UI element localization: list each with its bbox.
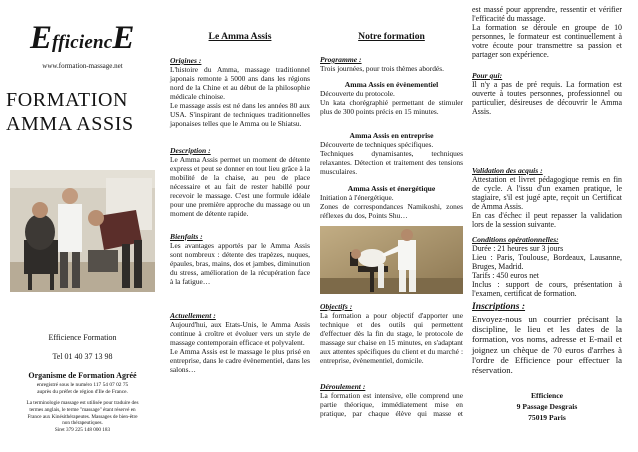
section-text-actuellement	[170, 320, 310, 374]
theme-title: Amma Assis en entreprise	[349, 131, 434, 140]
theme-text	[320, 193, 463, 220]
paragraph: L'histoire du Amma, massage traditionnel japonais remonte à 5000 ans dans les régions nord de la Chine et au début de la philosophie médicale chinoise.	[170, 65, 310, 101]
cover-title-line2: AMMA ASSIS	[6, 113, 134, 135]
section-label-inscriptions: Inscriptions :	[472, 301, 526, 312]
paragraph: Les avantages apportés par le Amma Assis sont nombreux : détente des trapèzes, nuques, épaules, bras, mains, dos et jambes, diminution du stress, amélioration de la récupération face à la fatigue…	[170, 241, 310, 286]
paragraph: Un kata chorégraphié permettant de stimuler plus de 300 points précis en 15 minutes.	[320, 98, 463, 116]
paragraph: Attestation et livret pédagogique remis en fin de cycle. A l'issu d'un examen pratique, le stagiaire, s'il est jugé apte, reçoit un Certificat de Amma Assis.	[472, 175, 622, 211]
theme-text	[320, 140, 463, 176]
section-label-programme: Programme :	[320, 55, 362, 64]
logo-letter-last: E	[112, 20, 135, 56]
paragraph: Techniques dynamisantes, techniques relaxantes. Détection et traitement des tensions musculaires.	[320, 149, 463, 176]
section-text-conditions	[472, 244, 622, 298]
section-label-description: Description :	[170, 146, 211, 155]
condition-line: Inclus : support de cours, présentation à l'examen, certificat de formation.	[472, 280, 622, 298]
section-label-bienfaits: Bienfaits :	[170, 232, 203, 241]
section-label-actuellement: Actuellement :	[170, 311, 216, 320]
condition-line: Tarifs : 450 euros net	[472, 271, 539, 280]
massage-session-photo	[10, 170, 155, 292]
agreement-title: Organisme de Formation Agréé	[28, 371, 137, 380]
website-url: www.formation-massage.net	[42, 62, 123, 70]
condition-line: Durée : 21 heures sur 3 jours	[472, 244, 564, 253]
programme-intro: Trois journées, pour trois thèmes abordés.	[320, 64, 444, 73]
paragraph: Il n'y a pas de pré requis. La formation est ouverte à toutes personnes, professionnel ou particulier, désireuses de découvrir le Amma Assis.	[472, 80, 622, 116]
section-text-description	[170, 155, 310, 218]
section-text-origines	[170, 65, 310, 128]
paragraph: est massé pour apprendre, ressentir et vérifier l'efficacité du massage.	[472, 5, 622, 23]
paragraph: Le Amma Assis permet un moment de détente express et peut se donner en tout lieu grâce à la mobilité de la chaise, au peu de place nécessaire et au fait de rester habillé pour recevoir le massage. C'est une formule idéale pour une première approche du massage ou un moment de détente rapide.	[170, 155, 310, 218]
chair-massage-photo	[320, 226, 463, 294]
theme-title: Amma Assis et énergétique	[347, 184, 436, 193]
panel-title: Le Amma Assis	[208, 31, 272, 42]
section-label-validation: Validation des acquis :	[472, 166, 543, 175]
paragraph: Découverte du protocole.	[320, 89, 395, 98]
section-text-validation	[472, 175, 622, 229]
section-label-objectifs: Objectifs :	[320, 302, 353, 311]
paragraph: La formation a pour objectif d'apporter une technique et des outils qui permettent d'effectuer dès la fin du stage, le protocole de massage sur chaise en 15 minutes, en s'adaptant aux attentes spécifiques du client et du marché : entreprise, évènementiel, domicile.	[320, 311, 463, 365]
agreement-line: enregistré sous le numéro 117 54 07 02 75	[36, 382, 129, 388]
legal-line: La terminologie massage est utilisée pour traduire des	[26, 400, 139, 406]
paragraph: Envoyez-nous un courrier précisant la discipline, le lieu et les dates de la formation, vos noms, adresse et E-mail et joignez un chèque de 70 euros d'arrhes à l'ordre de Efficience pour effectuer la réservation.	[472, 314, 622, 376]
section-text-deroulement	[320, 391, 463, 418]
theme-title: Amma Assis en évènementiel	[344, 80, 439, 89]
section-label-deroulement: Déroulement :	[320, 382, 366, 391]
legal-line: France aux Kinésithérapeutes. Massages de bien-être	[27, 413, 138, 420]
paragraph: Initiation à l'énergétique.	[320, 193, 394, 202]
agreement-line: auprès du préfet de région d'Ile de France.	[37, 389, 128, 395]
address-name: Efficience	[530, 391, 564, 400]
deroulement-continued-text	[472, 5, 622, 59]
organisation-name: Efficience Formation	[48, 333, 117, 342]
panel-title: Notre formation	[358, 31, 425, 42]
section-label-origines: Origines :	[170, 56, 202, 65]
paragraph: La formation se déroule en groupe de 10 personnes, le formateur est continuellement à votre écoute pour transmettre sa passion et partager son expérience.	[472, 23, 622, 59]
section-text-bienfaits	[170, 241, 310, 286]
paragraph: En cas d'échec il peut repasser la validation lors de la session suivante.	[472, 211, 622, 229]
efficience-logo	[30, 16, 142, 60]
legal-line: termes anglais, le terme "massage" étant réservé en	[29, 406, 136, 413]
section-text-objectifs	[320, 311, 463, 365]
address-street: 9 Passage Desgrais	[516, 402, 578, 411]
logo-letters-middle: fficienc	[52, 32, 113, 53]
paragraph: Le Amma Assis est le massage le plus prisé en entreprise, dans le cadre évènementiel, dans les salons…	[170, 347, 310, 374]
paragraph: Découverte de techniques spécifiques.	[320, 140, 434, 149]
paragraph: La formation est intensive, elle comprend une partie théorique, immédiatement mise en pratique, par chaque élève qui masse et	[320, 391, 463, 418]
section-label-conditions: Conditions opérationnelles:	[472, 235, 559, 244]
paragraph: Aujourd'hui, aux Etats-Unis, le Amma Assis continue à croître et évoluer vers un style de massage contemporain efficace et polyvalent.	[170, 320, 310, 347]
paragraph: Le massage assis est né dans les années 80 aux USA. S'inspirant de techniques traditionnelles japonaises telles que le Amma ou le Shiatsu.	[170, 101, 310, 128]
address-city: 75019 Paris	[528, 413, 566, 422]
siret-number: Siret 379 225 148 000 183	[54, 427, 111, 434]
paragraph: Zones de correspondances Namikoshi, zones réflexes du dos, Points Shu…	[320, 202, 463, 220]
section-text-inscriptions	[472, 314, 622, 375]
condition-line: Lieu : Paris, Toulouse, Bordeaux, Lausanne, Bruges, Madrid.	[472, 253, 622, 271]
phone-number: Tel 01 40 37 13 98	[52, 352, 113, 361]
section-label-pour-qui: Pour qui:	[472, 71, 503, 80]
legal-line: non thérapeutiques.	[62, 420, 103, 427]
theme-text	[320, 89, 463, 116]
logo-letter-first: E	[30, 20, 53, 56]
section-text-pour-qui	[472, 80, 622, 116]
cover-title-line1: FORMATION	[6, 89, 129, 111]
